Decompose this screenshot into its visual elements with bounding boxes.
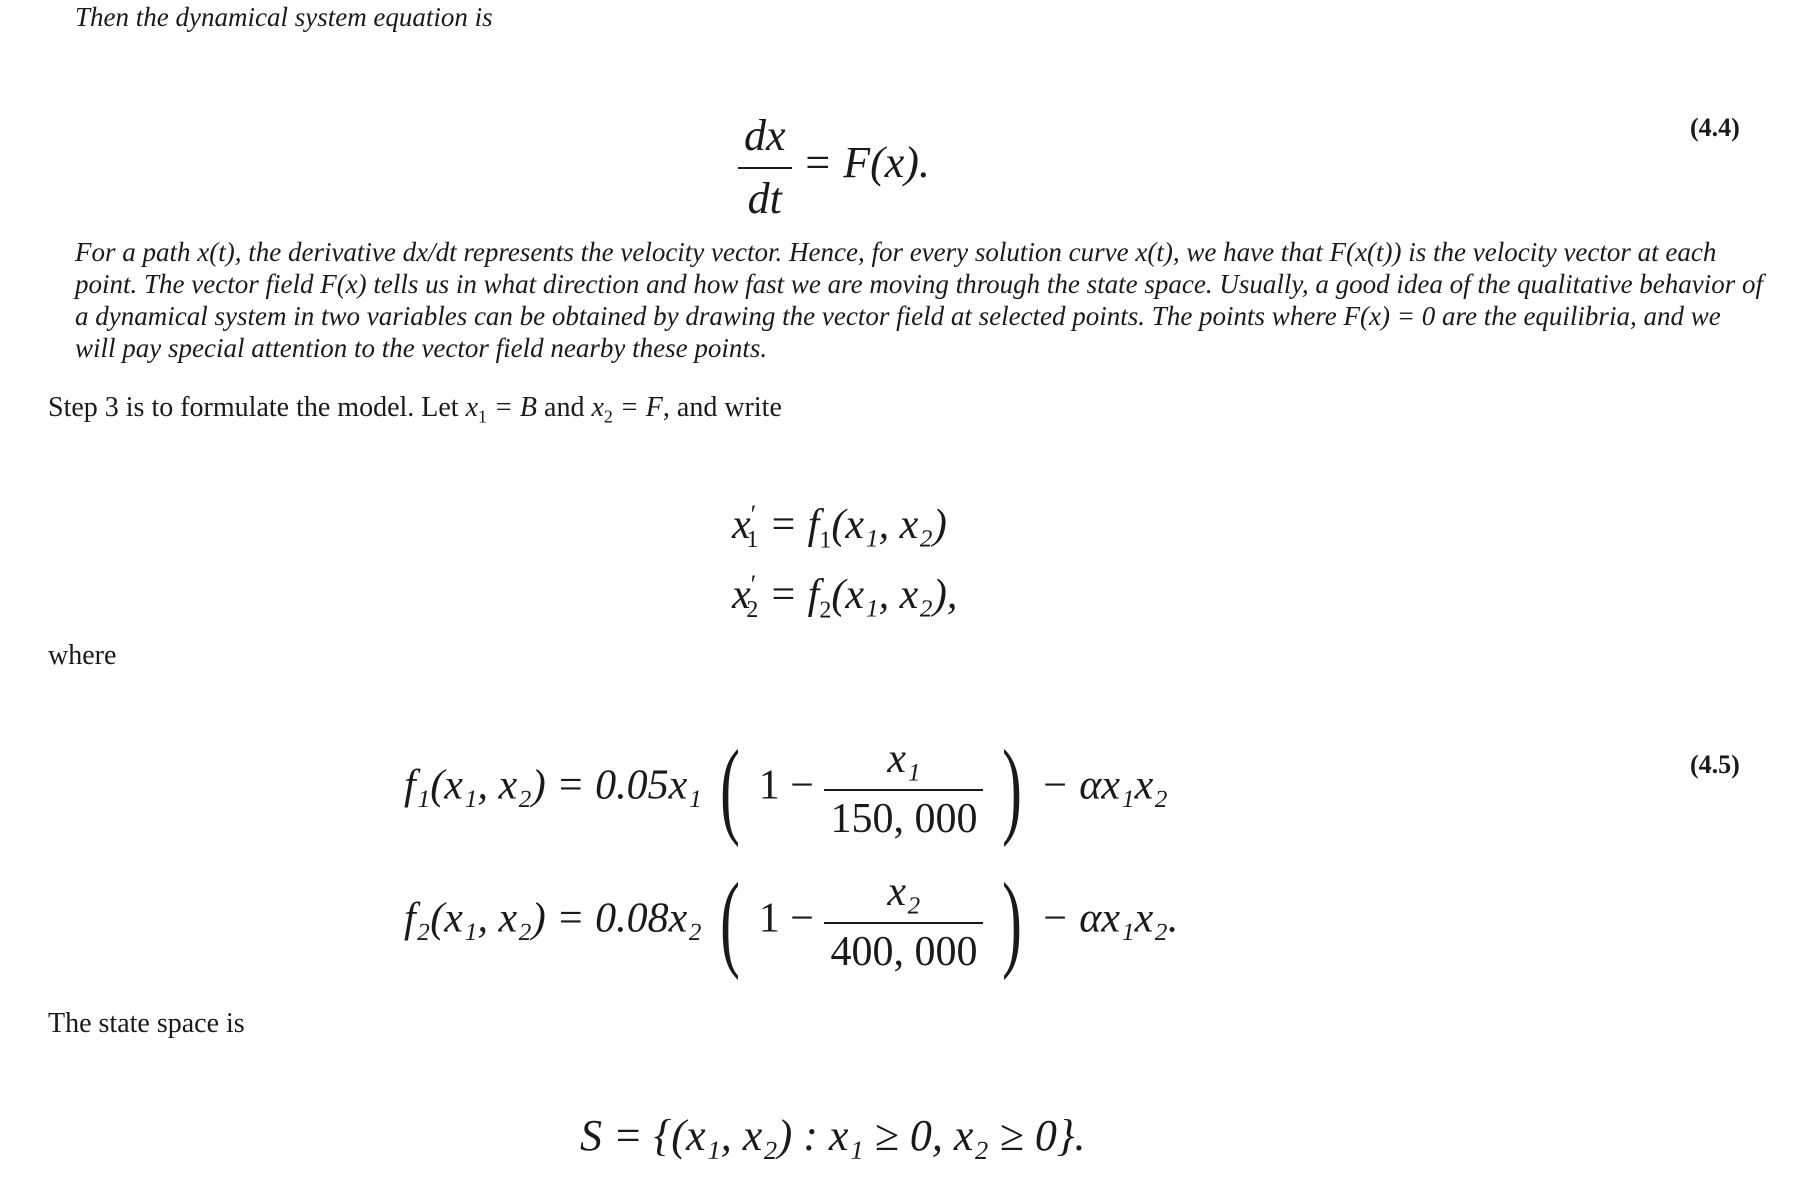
eq44-rhs: = F(x). — [802, 138, 930, 188]
step3-text-a: Step 3 is to formulate the model. Let — [48, 392, 466, 423]
eq45-row2-den: 400, 000 — [824, 922, 983, 976]
eq44-denominator: dt — [738, 167, 792, 224]
equation-4-4 — [738, 110, 930, 224]
step3-and: and — [537, 392, 592, 423]
eq45-row2-tail: − αx₁x₂. — [1040, 895, 1179, 942]
step3-sub2: 2 — [603, 406, 613, 427]
eq45-label: (4.5) — [1690, 750, 1740, 779]
step3-tail: , and write — [662, 392, 782, 423]
step3-sub1: 1 — [478, 406, 488, 427]
step3-x2: x — [591, 392, 604, 423]
where-label: where — [48, 640, 117, 671]
eq45-row2-lhs: f₂(x₁, x₂) = 0.08x₂ — [404, 895, 702, 942]
eq44-numerator: dx — [744, 111, 786, 160]
eq45-row2-one-minus: 1 − — [758, 895, 814, 942]
system-line-1: $x'_1 = f_1(x_1$, x₂) — [732, 500, 947, 554]
step3-line — [48, 392, 782, 428]
step3-eq-b: = B — [487, 392, 538, 423]
system-line-2: $x'_2 = f_2(x_1$, x₂), — [732, 570, 958, 624]
eq45-row1-lhs: f₁(x₁, x₂) = 0.05x₁ — [404, 762, 702, 809]
state-space-equation: S = {(x₁, x₂) : x₁ ≥ 0, x₂ ≥ 0}. — [580, 1111, 1086, 1160]
italic-paragraph: For a path x(t), the derivative dx/dt represents the velocity vector. Hence, for every solution curve x(t), we have that F(x(t)) is the velocity vector at each point. The vector field F(x) tells us in what direction and how fast we are moving through the state space. Usually, a good idea of the qualitative behavior of a dynamical system in two variables can be obtained by drawing the vector field at selected points. The points where F(x) = 0 are the equilibria, and we will pay special attention to the vector field nearby these points. — [75, 237, 1764, 363]
step3-x1: x — [465, 392, 479, 423]
eq45-row2-num: x₂ — [887, 869, 921, 915]
eq44-label: (4.4) — [1690, 113, 1740, 142]
eq45-row-2: f₂(x₁, x₂) = 0.08x₂ ( 1 − $\frac{\text{x₂}}{400, 000}$ ) − αx₁x₂. — [404, 862, 1179, 981]
state-space-label: The state space is — [48, 1008, 245, 1039]
eq45-row1-one-minus: 1 − — [758, 762, 814, 809]
intro-line: Then the dynamical system equation is — [75, 2, 493, 32]
eq45-row1-tail: − αx₁x₂ — [1040, 762, 1168, 809]
eq45-row1-den: 150, 000 — [824, 789, 983, 843]
eq45-row-1: f₁(x₁, x₂) = 0.05x₁ ( 1 − $\frac{\text{x₁}}{150, 000}$ ) − αx₁x₂ — [404, 729, 1168, 848]
step3-eq-f: = F — [612, 392, 663, 423]
eq45-row1-num: x₁ — [887, 736, 921, 782]
